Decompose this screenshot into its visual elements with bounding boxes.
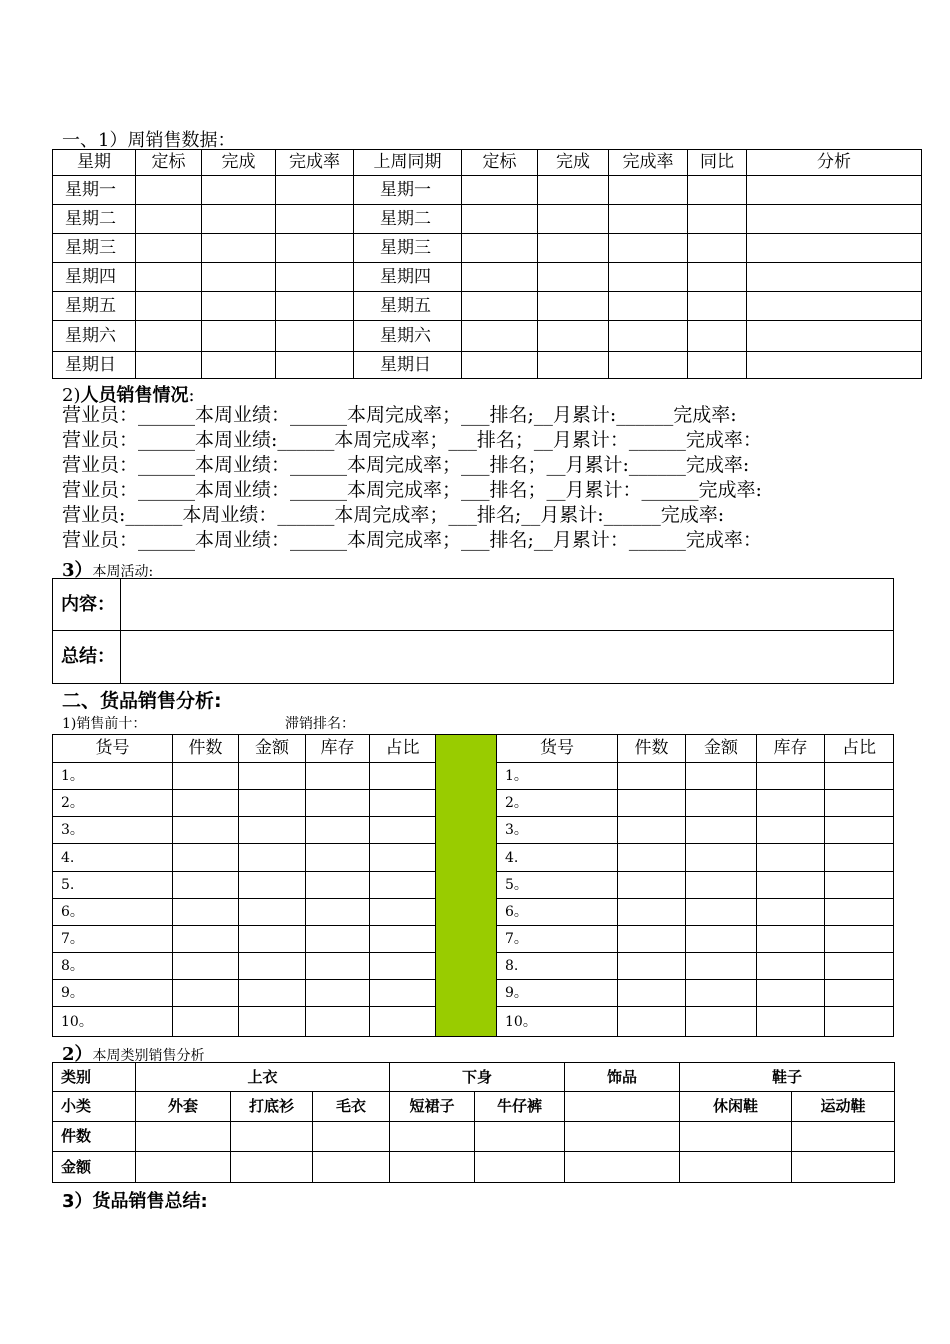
- rank-cell: 2。: [53, 790, 173, 817]
- header-cell: 件数: [173, 735, 239, 763]
- rank-cell: 9。: [497, 980, 618, 1007]
- table-row: [53, 234, 922, 263]
- header-cell: 货号: [497, 735, 618, 763]
- rank-cell: 7。: [53, 926, 173, 953]
- table-row: [53, 352, 922, 379]
- row-label: 小类: [53, 1092, 136, 1122]
- table-row: [53, 176, 922, 205]
- day-cell: 星期日: [53, 352, 136, 379]
- row-label: 金额: [53, 1152, 136, 1183]
- rank-cell: 2。: [497, 790, 618, 817]
- category-sales-table: [52, 1062, 895, 1183]
- staff-line: 营业员：______本周业绩：______本周完成率；___排名;__月累计：______完成率：: [62, 529, 762, 551]
- table-row: [53, 263, 922, 292]
- group-cell: 下身: [390, 1063, 565, 1092]
- staff-line: 营业员：______本周业绩：______本周完成率；___排名；__月累计：______完成率:: [62, 479, 762, 501]
- summary-title: 3）货品销售总结:: [62, 1191, 208, 1212]
- activity-summary-row: [53, 631, 894, 684]
- activity-content-row: [53, 579, 894, 631]
- last-week-day-cell: 星期五: [354, 292, 462, 321]
- activity-table: [52, 578, 894, 684]
- section1-title: 一、1）周销售数据：: [62, 130, 236, 151]
- section2-title-prefix: 2): [62, 385, 81, 406]
- staff-line: 营业员：______本周业绩:______本周完成率；___排名；__月累计：______完成率：: [62, 429, 762, 451]
- header-cell: 件数: [618, 735, 686, 763]
- sub-cell: 毛衣: [313, 1092, 390, 1122]
- sub-cell: 打底衫: [231, 1092, 313, 1122]
- day-cell: 星期一: [53, 176, 136, 205]
- rank-cell: 5.: [53, 872, 173, 899]
- group-cell: 上衣: [136, 1063, 390, 1092]
- rank-cell: 8.: [497, 953, 618, 980]
- rank-cell: 4.: [497, 844, 618, 872]
- slow-selling-label: 滞销排名：: [285, 716, 355, 732]
- header-cell: 完成率: [276, 150, 354, 176]
- sub-cell: 运动鞋: [792, 1092, 895, 1122]
- ranking-header-row: [53, 735, 894, 763]
- activity-summary-label: 总结：: [53, 631, 121, 684]
- header-cell: 分析: [747, 150, 922, 176]
- row-label: 类别: [53, 1063, 136, 1092]
- rank-cell: 10。: [497, 1007, 618, 1037]
- day-cell: 星期五: [53, 292, 136, 321]
- staff-line: 营业员：______本周业绩：______本周完成率；___排名;__月累计:______完成率:: [62, 404, 737, 426]
- header-cell: 占比: [370, 735, 436, 763]
- rank-cell: 6。: [53, 899, 173, 926]
- part2-title: 二、货品销售分析:: [62, 690, 222, 712]
- weekly-header-row: [53, 150, 922, 176]
- header-cell: 金额: [686, 735, 757, 763]
- sub-cell: 休闲鞋: [680, 1092, 792, 1122]
- category-title-text: 本周类别销售分析: [92, 1048, 205, 1064]
- header-cell: 星期: [53, 150, 136, 176]
- header-cell: 货号: [53, 735, 173, 763]
- staff-line: 营业员:______本周业绩：______本周完成率；___排名;__月累计:______完成率:: [62, 504, 725, 526]
- category-group-row: [53, 1063, 895, 1092]
- sub-cell: 短裙子: [390, 1092, 475, 1122]
- staff-lines: [62, 403, 762, 553]
- day-cell: 星期四: [53, 263, 136, 292]
- rank-cell: 4.: [53, 844, 173, 872]
- last-week-day-cell: 星期三: [354, 234, 462, 263]
- header-cell: 完成率: [609, 150, 688, 176]
- rank-cell: 6。: [497, 899, 618, 926]
- header-cell: 金额: [239, 735, 306, 763]
- activity-summary-cell[interactable]: [121, 631, 894, 684]
- last-week-day-cell: 星期一: [354, 176, 462, 205]
- section2-title-bold: 人员销售情况: [80, 385, 189, 406]
- last-week-day-cell: 星期二: [354, 205, 462, 234]
- green-divider: [436, 735, 497, 1037]
- header-cell: 库存: [757, 735, 825, 763]
- day-cell: 星期六: [53, 321, 136, 352]
- header-cell: 占比: [825, 735, 894, 763]
- category-title-num: 2）: [62, 1044, 93, 1065]
- group-cell: 饰品: [565, 1063, 680, 1092]
- last-week-day-cell: 星期六: [354, 321, 462, 352]
- category-amount-row: [53, 1152, 895, 1183]
- last-week-day-cell: 星期四: [354, 263, 462, 292]
- sub-cell: [565, 1092, 680, 1122]
- category-sub-row: [53, 1092, 895, 1122]
- rank-cell: 8。: [53, 953, 173, 980]
- rank-cell: 9。: [53, 980, 173, 1007]
- rank-cell: 7。: [497, 926, 618, 953]
- table-row: [53, 205, 922, 234]
- table-row: [53, 292, 922, 321]
- header-cell: 完成: [538, 150, 609, 176]
- activity-content-label: 内容：: [53, 579, 121, 631]
- product-ranking-table: [52, 734, 894, 1037]
- day-cell: 星期二: [53, 205, 136, 234]
- section3-title-num: 3）: [62, 560, 93, 581]
- rank-cell: 3。: [53, 817, 173, 844]
- header-cell: 定标: [136, 150, 202, 176]
- activity-content-cell[interactable]: [121, 579, 894, 631]
- header-cell: 库存: [306, 735, 370, 763]
- sub-cell: 外套: [136, 1092, 231, 1122]
- section3-title-text: 本周活动:: [92, 564, 154, 580]
- sub-cell: 牛仔裤: [475, 1092, 565, 1122]
- section2-title-suffix: :: [188, 385, 195, 406]
- top-ten-label: 1)销售前十：: [62, 716, 147, 732]
- table-row: [53, 321, 922, 352]
- header-cell: 上周同期: [354, 150, 462, 176]
- rank-cell: 5。: [497, 872, 618, 899]
- weekly-sales-table: [52, 149, 922, 379]
- category-qty-row: [53, 1122, 895, 1152]
- day-cell: 星期三: [53, 234, 136, 263]
- header-cell: 完成: [202, 150, 276, 176]
- group-cell: 鞋子: [680, 1063, 895, 1092]
- rank-cell: 1。: [497, 763, 618, 790]
- rank-cell: 3。: [497, 817, 618, 844]
- rank-cell: 1。: [53, 763, 173, 790]
- rank-cell: 10。: [53, 1007, 173, 1037]
- header-cell: 定标: [462, 150, 538, 176]
- last-week-day-cell: 星期日: [354, 352, 462, 379]
- staff-line: 营业员：______本周业绩：______本周完成率；___排名；__月累计:______完成率:: [62, 454, 750, 476]
- header-cell: 同比: [688, 150, 747, 176]
- row-label: 件数: [53, 1122, 136, 1152]
